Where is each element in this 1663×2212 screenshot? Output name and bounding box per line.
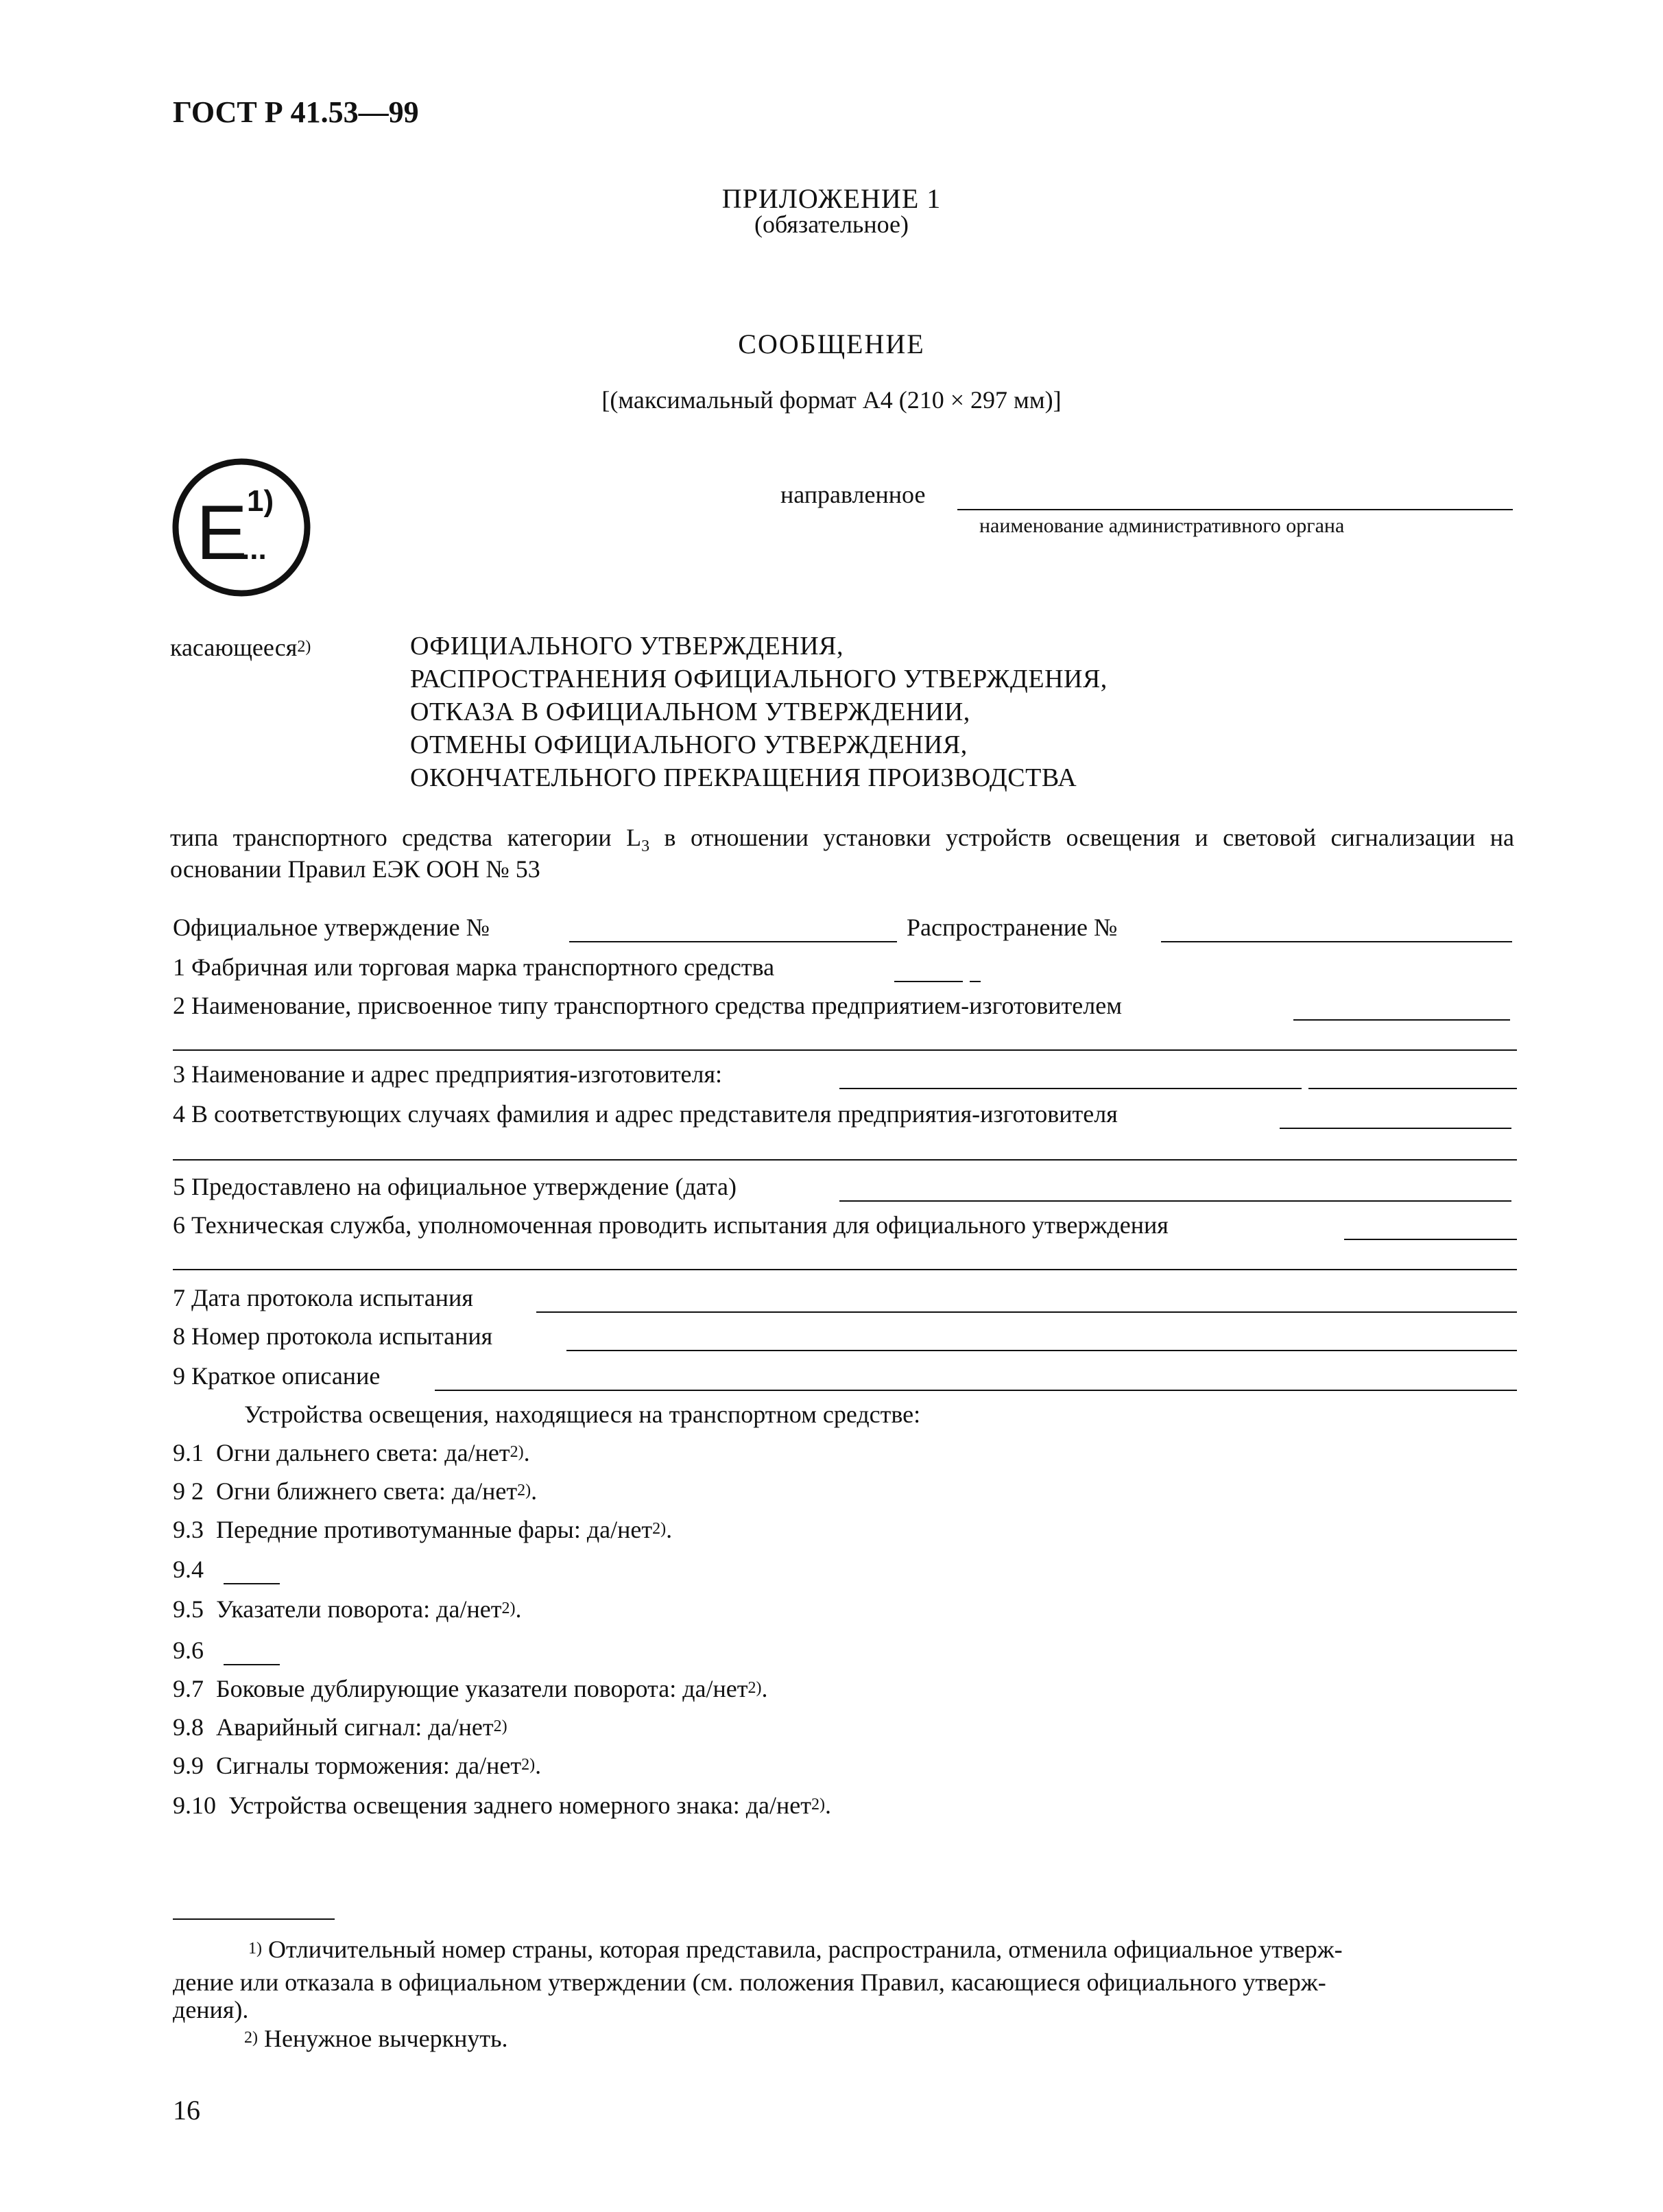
item-4-label: 4 В соответствующих случаях фамилия и адрес представителя предприятия-изготовителя	[173, 1100, 1118, 1128]
item-9-field[interactable]	[435, 1390, 1517, 1391]
item-7-field[interactable]	[536, 1311, 1517, 1313]
subitem-9-6: 9.6	[173, 1637, 204, 1664]
sent-to-field[interactable]	[957, 509, 1513, 510]
subitem-9-10[interactable]: 9.10 Устройства освещения заднего номерного знака: да/нет$^{2)}$.	[173, 1792, 831, 1819]
item-3-field[interactable]	[839, 1088, 1302, 1089]
footnote-1-line-1: $^{1)}$ Отличительный номер страны, которая представила, распространила, отменила официальное утверж-	[248, 1936, 1343, 1963]
option-approval[interactable]: ОФИЦИАЛЬНОГО УТВЕРЖДЕНИЯ,	[410, 632, 844, 661]
sent-to-caption: наименование административного органа	[979, 514, 1345, 537]
annex-subtitle: (обязательное)	[754, 211, 909, 238]
lighting-intro: Устройства освещения, находящиеся на транспортном средстве:	[244, 1401, 921, 1428]
item-8-label: 8 Номер протокола испытания	[173, 1322, 493, 1350]
item-3-label: 3 Наименование и адрес предприятия-изготовителя:	[173, 1060, 723, 1088]
item-4-field-continued[interactable]	[173, 1159, 1517, 1161]
item-4-field[interactable]	[1280, 1128, 1511, 1129]
subitem-9-6-blank	[224, 1664, 280, 1665]
footnote-1-line-2: дение или отказала в официальном утверждении (см. положения Правил, касающиеся официального утверж-	[173, 1969, 1326, 1996]
option-discontinued[interactable]: ОКОНЧАТЕЛЬНОГО ПРЕКРАЩЕНИЯ ПРОИЗВОДСТВА	[410, 763, 1077, 792]
page-number: 16	[173, 2095, 200, 2126]
concerning-label: касающееся$^{2)}$	[170, 634, 311, 661]
e-mark-superscript: 1)	[247, 484, 274, 518]
subitem-9-7[interactable]: 9.7 Боковые дублирующие указатели поворота: да/нет$^{2)}$.	[173, 1675, 768, 1702]
footnote-divider	[173, 1918, 335, 1920]
item-2-field[interactable]	[1293, 1019, 1510, 1021]
item-1-field[interactable]	[894, 981, 963, 982]
extension-number-label: Распространение №	[907, 914, 1118, 941]
message-title: СООБЩЕНИЕ	[738, 329, 925, 359]
item-1-label: 1 Фабричная или торговая марка транспортного средства	[173, 953, 775, 981]
subitem-9-9[interactable]: 9.9 Сигналы торможения: да/нет$^{2)}$.	[173, 1752, 542, 1779]
subitem-9-5[interactable]: 9.5 Указатели поворота: да/нет$^{2)}$.	[173, 1595, 522, 1623]
annex-title: ПРИЛОЖЕНИЕ 1	[721, 183, 942, 214]
e-mark-icon	[170, 456, 313, 599]
item-6-field[interactable]	[1344, 1239, 1517, 1240]
item-2-label: 2 Наименование, присвоенное типу транспортного средства предприятием-изготовителем	[173, 992, 1122, 1019]
option-withdrawal[interactable]: ОТМЕНЫ ОФИЦИАЛЬНОГО УТВЕРЖДЕНИЯ,	[410, 730, 968, 759]
approval-number-label: Официальное утверждение №	[173, 914, 490, 941]
item-5-field[interactable]	[839, 1200, 1511, 1202]
approval-number-field[interactable]	[569, 941, 897, 942]
document-code: ГОСТ Р 41.53—99	[173, 95, 419, 129]
item-6-label: 6 Техническая служба, уполномоченная проводить испытания для официального утверждения	[173, 1211, 1169, 1239]
subitem-9-4: 9.4	[173, 1556, 204, 1583]
e-mark-dots: ...	[241, 532, 267, 566]
concerning-options	[410, 630, 1108, 794]
item-8-field[interactable]	[566, 1350, 1517, 1351]
item-1-field-tail	[970, 981, 981, 982]
subitem-9-1[interactable]: 9.1 Огни дальнего света: да/нет$^{2)}$.	[173, 1439, 530, 1466]
footnote-1-line-3: дения).	[173, 1996, 249, 2023]
item-7-label: 7 Дата протокола испытания	[173, 1284, 473, 1311]
item-2-field-continued[interactable]	[173, 1049, 1517, 1051]
message-format: [(максимальный формат А4 (210 × 297 мм)]	[601, 386, 1062, 414]
e-mark-letter: E	[196, 490, 248, 575]
item-3-field-extra[interactable]	[1308, 1088, 1517, 1089]
item-9-label: 9 Краткое описание	[173, 1362, 381, 1390]
sent-to-label: направленное	[780, 481, 926, 508]
subitem-9-2[interactable]: 9 2 Огни ближнего света: да/нет$^{2)}$.	[173, 1477, 538, 1505]
item-5-label: 5 Предоставлено на официальное утверждение (дата)	[173, 1173, 737, 1200]
subitem-9-8[interactable]: 9.8 Аварийный сигнал: да/нет$^{2)}$	[173, 1713, 507, 1741]
item-6-field-continued[interactable]	[173, 1269, 1517, 1270]
extension-number-field[interactable]	[1161, 941, 1512, 942]
subitem-9-3[interactable]: 9.3 Передние противотуманные фары: да/нет$^{2)}$.	[173, 1516, 673, 1543]
subitem-9-4-blank	[224, 1583, 280, 1584]
footnote-2: $^{2)}$ Ненужное вычеркнуть.	[244, 2025, 508, 2052]
vehicle-type-description: типа транспортного средства категории $L_3$ в отношении установки устройств освещения и световой сигнализации на основании Правил ЕЭК ООН № 53	[170, 824, 1514, 883]
option-refusal[interactable]: ОТКАЗА В ОФИЦИАЛЬНОМ УТВЕРЖДЕНИИ,	[410, 698, 970, 726]
option-extension[interactable]: РАСПРОСТРАНЕНИЯ ОФИЦИАЛЬНОГО УТВЕРЖДЕНИЯ,	[410, 665, 1108, 693]
footnote-ref: 2)	[297, 638, 311, 656]
